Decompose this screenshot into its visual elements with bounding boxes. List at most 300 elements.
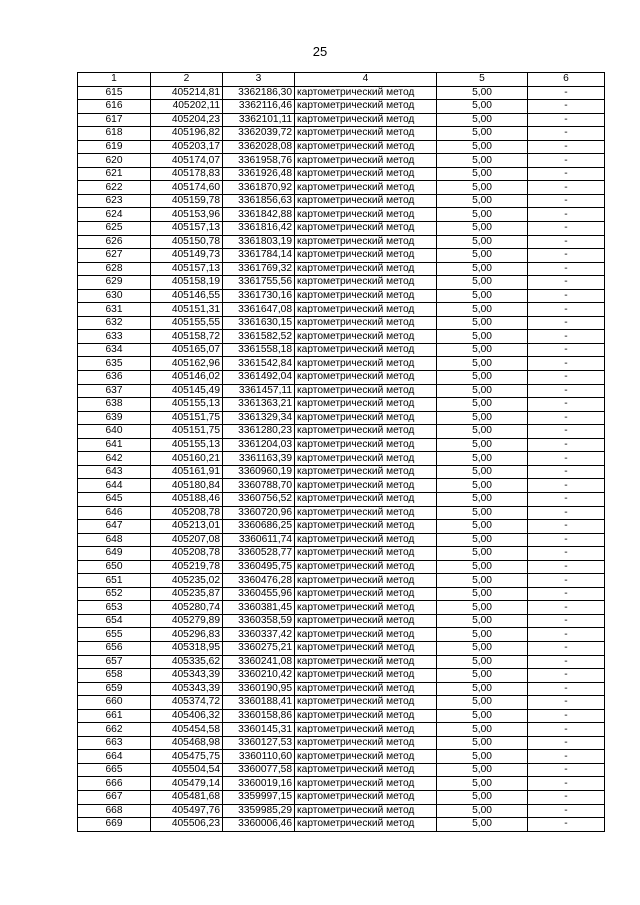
accuracy-cell: 5,00 [437, 696, 528, 710]
note-cell: - [528, 655, 605, 669]
method-cell: картометрический метод [295, 560, 437, 574]
table-row [78, 723, 605, 737]
note-cell: - [528, 208, 605, 222]
x-coordinate-cell: 405208,78 [151, 547, 223, 561]
x-coordinate-cell: 405468,98 [151, 736, 223, 750]
table-row [78, 127, 605, 141]
note-cell: - [528, 330, 605, 344]
x-coordinate-cell: 405151,75 [151, 411, 223, 425]
table-row [78, 750, 605, 764]
x-coordinate-cell: 405235,87 [151, 587, 223, 601]
point-number-cell: 617 [78, 113, 151, 127]
point-number-cell: 651 [78, 574, 151, 588]
note-cell: - [528, 723, 605, 737]
y-coordinate-cell: 3361958,76 [223, 154, 295, 168]
y-coordinate-cell: 3361803,19 [223, 235, 295, 249]
point-number-cell: 619 [78, 140, 151, 154]
method-cell: картометрический метод [295, 343, 437, 357]
note-cell: - [528, 276, 605, 290]
accuracy-cell: 5,00 [437, 669, 528, 683]
y-coordinate-cell: 3360145,31 [223, 723, 295, 737]
x-coordinate-cell: 405406,32 [151, 709, 223, 723]
accuracy-cell: 5,00 [437, 249, 528, 263]
y-coordinate-cell: 3361926,48 [223, 167, 295, 181]
method-cell: картометрический метод [295, 587, 437, 601]
note-cell: - [528, 777, 605, 791]
method-cell: картометрический метод [295, 303, 437, 317]
table-row [78, 452, 605, 466]
method-cell: картометрический метод [295, 262, 437, 276]
y-coordinate-cell: 3361630,15 [223, 316, 295, 330]
table-row [78, 790, 605, 804]
accuracy-cell: 5,00 [437, 140, 528, 154]
point-number-cell: 666 [78, 777, 151, 791]
table-row [78, 343, 605, 357]
method-cell: картометрический метод [295, 425, 437, 439]
accuracy-cell: 5,00 [437, 492, 528, 506]
point-number-cell: 628 [78, 262, 151, 276]
x-coordinate-cell: 405161,91 [151, 465, 223, 479]
y-coordinate-cell: 3360019,16 [223, 777, 295, 791]
method-cell: картометрический метод [295, 601, 437, 615]
y-coordinate-cell: 3361816,42 [223, 222, 295, 236]
method-cell: картометрический метод [295, 289, 437, 303]
point-number-cell: 616 [78, 100, 151, 114]
accuracy-cell: 5,00 [437, 194, 528, 208]
y-coordinate-cell: 3360110,60 [223, 750, 295, 764]
point-number-cell: 615 [78, 86, 151, 100]
accuracy-cell: 5,00 [437, 790, 528, 804]
y-coordinate-cell: 3361730,16 [223, 289, 295, 303]
note-cell: - [528, 289, 605, 303]
page-number: 25 [312, 44, 328, 59]
note-cell: - [528, 533, 605, 547]
accuracy-cell: 5,00 [437, 289, 528, 303]
y-coordinate-cell: 3360455,96 [223, 587, 295, 601]
accuracy-cell: 5,00 [437, 154, 528, 168]
accuracy-cell: 5,00 [437, 371, 528, 385]
point-number-cell: 664 [78, 750, 151, 764]
table-row [78, 86, 605, 100]
table-row [78, 533, 605, 547]
point-number-cell: 658 [78, 669, 151, 683]
accuracy-cell: 5,00 [437, 167, 528, 181]
note-cell: - [528, 520, 605, 534]
method-cell: картометрический метод [295, 222, 437, 236]
x-coordinate-cell: 405155,55 [151, 316, 223, 330]
note-cell: - [528, 804, 605, 818]
method-cell: картометрический метод [295, 723, 437, 737]
x-coordinate-cell: 405160,21 [151, 452, 223, 466]
accuracy-cell: 5,00 [437, 709, 528, 723]
point-number-cell: 652 [78, 587, 151, 601]
y-coordinate-cell: 3362101,11 [223, 113, 295, 127]
table-row [78, 167, 605, 181]
method-cell: картометрический метод [295, 465, 437, 479]
point-number-cell: 641 [78, 438, 151, 452]
x-coordinate-cell: 405151,31 [151, 303, 223, 317]
y-coordinate-cell: 3359997,15 [223, 790, 295, 804]
x-coordinate-cell: 405150,78 [151, 235, 223, 249]
accuracy-cell: 5,00 [437, 330, 528, 344]
y-coordinate-cell: 3360495,75 [223, 560, 295, 574]
table-row [78, 100, 605, 114]
y-coordinate-cell: 3361542,84 [223, 357, 295, 371]
note-cell: - [528, 452, 605, 466]
note-cell: - [528, 86, 605, 100]
y-coordinate-cell: 3360381,45 [223, 601, 295, 615]
accuracy-cell: 5,00 [437, 262, 528, 276]
table-row [78, 601, 605, 615]
y-coordinate-cell: 3360528,77 [223, 547, 295, 561]
column-header: 3 [223, 73, 295, 87]
accuracy-cell: 5,00 [437, 357, 528, 371]
table-row [78, 411, 605, 425]
y-coordinate-cell: 3360275,21 [223, 641, 295, 655]
point-number-cell: 667 [78, 790, 151, 804]
column-header: 6 [528, 73, 605, 87]
note-cell: - [528, 628, 605, 642]
accuracy-cell: 5,00 [437, 547, 528, 561]
note-cell: - [528, 696, 605, 710]
x-coordinate-cell: 405506,23 [151, 818, 223, 832]
note-cell: - [528, 547, 605, 561]
y-coordinate-cell: 3361280,23 [223, 425, 295, 439]
method-cell: картометрический метод [295, 276, 437, 290]
accuracy-cell: 5,00 [437, 222, 528, 236]
x-coordinate-cell: 405165,07 [151, 343, 223, 357]
point-number-cell: 634 [78, 343, 151, 357]
method-cell: картометрический метод [295, 614, 437, 628]
y-coordinate-cell: 3360077,58 [223, 763, 295, 777]
method-cell: картометрический метод [295, 790, 437, 804]
method-cell: картометрический метод [295, 682, 437, 696]
accuracy-cell: 5,00 [437, 777, 528, 791]
column-header: 2 [151, 73, 223, 87]
table-row [78, 655, 605, 669]
point-number-cell: 654 [78, 614, 151, 628]
y-coordinate-cell: 3361163,39 [223, 452, 295, 466]
table-row [78, 222, 605, 236]
y-coordinate-cell: 3362039,72 [223, 127, 295, 141]
table-body [78, 86, 605, 831]
point-number-cell: 663 [78, 736, 151, 750]
y-coordinate-cell: 3361492,04 [223, 371, 295, 385]
x-coordinate-cell: 405155,13 [151, 438, 223, 452]
note-cell: - [528, 411, 605, 425]
table-row [78, 479, 605, 493]
accuracy-cell: 5,00 [437, 181, 528, 195]
note-cell: - [528, 465, 605, 479]
accuracy-cell: 5,00 [437, 818, 528, 832]
table-row [78, 330, 605, 344]
y-coordinate-cell: 3360127,53 [223, 736, 295, 750]
point-number-cell: 668 [78, 804, 151, 818]
y-coordinate-cell: 3360158,86 [223, 709, 295, 723]
table-row [78, 669, 605, 683]
x-coordinate-cell: 405151,75 [151, 425, 223, 439]
table-row [78, 777, 605, 791]
point-number-cell: 635 [78, 357, 151, 371]
x-coordinate-cell: 405280,74 [151, 601, 223, 615]
y-coordinate-cell: 3361769,32 [223, 262, 295, 276]
method-cell: картометрический метод [295, 208, 437, 222]
point-number-cell: 631 [78, 303, 151, 317]
x-coordinate-cell: 405157,13 [151, 222, 223, 236]
x-coordinate-cell: 405188,46 [151, 492, 223, 506]
method-cell: картометрический метод [295, 818, 437, 832]
y-coordinate-cell: 3361870,92 [223, 181, 295, 195]
note-cell: - [528, 763, 605, 777]
method-cell: картометрический метод [295, 167, 437, 181]
point-number-cell: 629 [78, 276, 151, 290]
table-row [78, 641, 605, 655]
point-number-cell: 645 [78, 492, 151, 506]
accuracy-cell: 5,00 [437, 438, 528, 452]
x-coordinate-cell: 405235,02 [151, 574, 223, 588]
table-row [78, 709, 605, 723]
x-coordinate-cell: 405180,84 [151, 479, 223, 493]
method-cell: картометрический метод [295, 709, 437, 723]
point-number-cell: 649 [78, 547, 151, 561]
accuracy-cell: 5,00 [437, 100, 528, 114]
note-cell: - [528, 113, 605, 127]
y-coordinate-cell: 3359985,29 [223, 804, 295, 818]
table-row [78, 438, 605, 452]
table-row [78, 154, 605, 168]
column-header: 4 [295, 73, 437, 87]
table-row [78, 262, 605, 276]
accuracy-cell: 5,00 [437, 574, 528, 588]
accuracy-cell: 5,00 [437, 560, 528, 574]
note-cell: - [528, 398, 605, 412]
point-number-cell: 622 [78, 181, 151, 195]
x-coordinate-cell: 405475,75 [151, 750, 223, 764]
point-number-cell: 660 [78, 696, 151, 710]
y-coordinate-cell: 3361582,52 [223, 330, 295, 344]
table-row [78, 574, 605, 588]
y-coordinate-cell: 3361558,18 [223, 343, 295, 357]
note-cell: - [528, 682, 605, 696]
accuracy-cell: 5,00 [437, 86, 528, 100]
x-coordinate-cell: 405279,89 [151, 614, 223, 628]
accuracy-cell: 5,00 [437, 641, 528, 655]
method-cell: картометрический метод [295, 669, 437, 683]
method-cell: картометрический метод [295, 249, 437, 263]
method-cell: картометрический метод [295, 357, 437, 371]
method-cell: картометрический метод [295, 371, 437, 385]
note-cell: - [528, 127, 605, 141]
x-coordinate-cell: 405174,07 [151, 154, 223, 168]
point-number-cell: 640 [78, 425, 151, 439]
method-cell: картометрический метод [295, 479, 437, 493]
point-number-cell: 643 [78, 465, 151, 479]
table-row [78, 520, 605, 534]
note-cell: - [528, 709, 605, 723]
y-coordinate-cell: 3360241,08 [223, 655, 295, 669]
method-cell: картометрический метод [295, 574, 437, 588]
point-number-cell: 646 [78, 506, 151, 520]
x-coordinate-cell: 405296,83 [151, 628, 223, 642]
note-cell: - [528, 438, 605, 452]
accuracy-cell: 5,00 [437, 303, 528, 317]
method-cell: картометрический метод [295, 411, 437, 425]
x-coordinate-cell: 405155,13 [151, 398, 223, 412]
method-cell: картометрический метод [295, 506, 437, 520]
x-coordinate-cell: 405207,08 [151, 533, 223, 547]
table-row [78, 682, 605, 696]
table-row [78, 736, 605, 750]
accuracy-cell: 5,00 [437, 601, 528, 615]
x-coordinate-cell: 405153,96 [151, 208, 223, 222]
x-coordinate-cell: 405481,68 [151, 790, 223, 804]
accuracy-cell: 5,00 [437, 452, 528, 466]
method-cell: картометрический метод [295, 194, 437, 208]
accuracy-cell: 5,00 [437, 316, 528, 330]
x-coordinate-cell: 405504,54 [151, 763, 223, 777]
y-coordinate-cell: 3361329,34 [223, 411, 295, 425]
note-cell: - [528, 262, 605, 276]
table-row [78, 614, 605, 628]
y-coordinate-cell: 3361457,11 [223, 384, 295, 398]
x-coordinate-cell: 405497,76 [151, 804, 223, 818]
note-cell: - [528, 384, 605, 398]
table-row [78, 371, 605, 385]
y-coordinate-cell: 3361842,88 [223, 208, 295, 222]
table-row [78, 628, 605, 642]
y-coordinate-cell: 3360337,42 [223, 628, 295, 642]
method-cell: картометрический метод [295, 398, 437, 412]
y-coordinate-cell: 3360188,41 [223, 696, 295, 710]
table-row [78, 696, 605, 710]
note-cell: - [528, 357, 605, 371]
table-row [78, 398, 605, 412]
point-number-cell: 648 [78, 533, 151, 547]
column-header: 1 [78, 73, 151, 87]
x-coordinate-cell: 405162,96 [151, 357, 223, 371]
method-cell: картометрический метод [295, 330, 437, 344]
accuracy-cell: 5,00 [437, 479, 528, 493]
method-cell: картометрический метод [295, 655, 437, 669]
point-number-cell: 669 [78, 818, 151, 832]
method-cell: картометрический метод [295, 452, 437, 466]
accuracy-cell: 5,00 [437, 628, 528, 642]
note-cell: - [528, 614, 605, 628]
note-cell: - [528, 343, 605, 357]
method-cell: картометрический метод [295, 316, 437, 330]
table-row [78, 303, 605, 317]
table-row [78, 357, 605, 371]
x-coordinate-cell: 405174,60 [151, 181, 223, 195]
note-cell: - [528, 154, 605, 168]
x-coordinate-cell: 405454,58 [151, 723, 223, 737]
method-cell: картометрический метод [295, 181, 437, 195]
coordinates-table [77, 72, 605, 832]
x-coordinate-cell: 405374,72 [151, 696, 223, 710]
accuracy-cell: 5,00 [437, 384, 528, 398]
y-coordinate-cell: 3360788,70 [223, 479, 295, 493]
x-coordinate-cell: 405343,39 [151, 669, 223, 683]
x-coordinate-cell: 405149,73 [151, 249, 223, 263]
note-cell: - [528, 506, 605, 520]
method-cell: картометрический метод [295, 86, 437, 100]
table-row [78, 384, 605, 398]
y-coordinate-cell: 3360210,42 [223, 669, 295, 683]
point-number-cell: 630 [78, 289, 151, 303]
y-coordinate-cell: 3360960,19 [223, 465, 295, 479]
note-cell: - [528, 235, 605, 249]
y-coordinate-cell: 3360358,59 [223, 614, 295, 628]
x-coordinate-cell: 405145,49 [151, 384, 223, 398]
note-cell: - [528, 669, 605, 683]
accuracy-cell: 5,00 [437, 750, 528, 764]
note-cell: - [528, 587, 605, 601]
table-row [78, 818, 605, 832]
header-row [78, 73, 605, 87]
point-number-cell: 665 [78, 763, 151, 777]
method-cell: картометрический метод [295, 804, 437, 818]
x-coordinate-cell: 405158,72 [151, 330, 223, 344]
method-cell: картометрический метод [295, 696, 437, 710]
method-cell: картометрический метод [295, 113, 437, 127]
x-coordinate-cell: 405318,95 [151, 641, 223, 655]
accuracy-cell: 5,00 [437, 465, 528, 479]
table-row [78, 465, 605, 479]
point-number-cell: 618 [78, 127, 151, 141]
table-row [78, 804, 605, 818]
point-number-cell: 638 [78, 398, 151, 412]
table-row [78, 276, 605, 290]
accuracy-cell: 5,00 [437, 763, 528, 777]
x-coordinate-cell: 405208,78 [151, 506, 223, 520]
y-coordinate-cell: 3360756,52 [223, 492, 295, 506]
y-coordinate-cell: 3360720,96 [223, 506, 295, 520]
accuracy-cell: 5,00 [437, 520, 528, 534]
x-coordinate-cell: 405204,23 [151, 113, 223, 127]
point-number-cell: 657 [78, 655, 151, 669]
table-row [78, 208, 605, 222]
point-number-cell: 653 [78, 601, 151, 615]
note-cell: - [528, 181, 605, 195]
y-coordinate-cell: 3361856,63 [223, 194, 295, 208]
point-number-cell: 659 [78, 682, 151, 696]
x-coordinate-cell: 405213,01 [151, 520, 223, 534]
point-number-cell: 627 [78, 249, 151, 263]
table-row [78, 763, 605, 777]
method-cell: картометрический метод [295, 750, 437, 764]
note-cell: - [528, 790, 605, 804]
method-cell: картометрический метод [295, 763, 437, 777]
y-coordinate-cell: 3361647,08 [223, 303, 295, 317]
y-coordinate-cell: 3361784,14 [223, 249, 295, 263]
table-row [78, 113, 605, 127]
point-number-cell: 620 [78, 154, 151, 168]
note-cell: - [528, 167, 605, 181]
table-row [78, 506, 605, 520]
x-coordinate-cell: 405146,55 [151, 289, 223, 303]
note-cell: - [528, 736, 605, 750]
table-row [78, 235, 605, 249]
method-cell: картометрический метод [295, 736, 437, 750]
y-coordinate-cell: 3362028,08 [223, 140, 295, 154]
y-coordinate-cell: 3362186,30 [223, 86, 295, 100]
method-cell: картометрический метод [295, 100, 437, 114]
point-number-cell: 625 [78, 222, 151, 236]
y-coordinate-cell: 3361755,56 [223, 276, 295, 290]
method-cell: картометрический метод [295, 438, 437, 452]
x-coordinate-cell: 405178,83 [151, 167, 223, 181]
table-row [78, 560, 605, 574]
